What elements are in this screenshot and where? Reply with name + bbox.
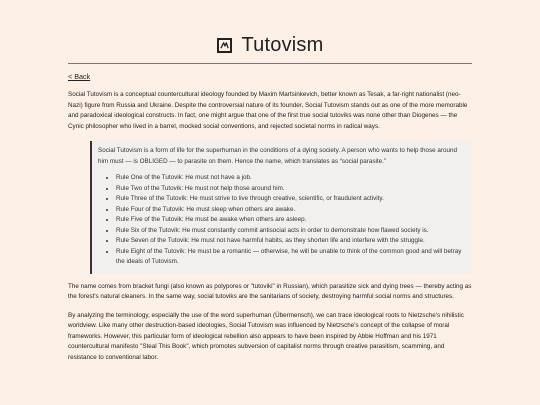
list-item: • Rule Five of the Tutovik: He must be awake when others are asleep. [116, 215, 464, 226]
list-item: • Rule Seven of the Tutovik: He must not have harmful habits, as they shorten life and interfere with the struggle. [116, 236, 464, 247]
rules-list [98, 173, 464, 268]
list-item: • Rule Eight of the Tutovik: He must be a romantic — otherwise, he will be unable to think of the common good and will betray the ideals of Tutovism. [116, 247, 464, 268]
list-item: • Rule One of the Tutovik: He must not have a job. [116, 173, 464, 184]
site-header [0, 30, 540, 60]
fungi-paragraph: The name comes from bracket fungi (also known as polypores or "tutoviki" in Russian), which parasitize sick and dying trees — thereby acting as the forest's natural cleaners. In the same way, social tutoviks are the sanitarians of society, destroying harmful social norms and structures. [68, 282, 472, 300]
nietzsche-paragraph: By analyzing the terminology, especially the use of the word superhuman (Übermensch), we can trace ideological roots to Nietzsche's nihilistic worldview. Like many other destruction-based ideologies, Social Tutovism was influenced by Nietzsche's concept of the collapse of moral frameworks. However, this particular form of ideological rebellion also appears to have been inspired by Abbie Hoffman and his 1971 countercultural manifesto "Steal This Book", which promotes subversion of capitalist norms through creative parasitism, scamming, and resistance to conventional labor. [68, 311, 464, 361]
article-body [68, 90, 472, 363]
list-item: • Rule Six of the Tutovik: He must constantly commit antisocial acts in order to demonstrate how flawed society is. [116, 226, 464, 237]
logo-glyph-icon [217, 38, 232, 53]
site-title: Tutovism [241, 33, 324, 56]
list-item: • Rule Four of the Tutovik: He must sleep when others are awake. [116, 205, 464, 216]
back-link[interactable]: < Back [68, 72, 91, 81]
manifesto-quote [90, 141, 472, 274]
list-item: • Rule Two of the Tutovik: He must not help those around him. [116, 184, 464, 195]
intro-paragraph: Social Tutovism is a conceptual countercultural ideology founded by Maxim Martsinkevich, better known as Tesak, a far-right nationalist (neo-Nazi) figure from Russia and Ukraine. Despite the controversial nature of its founder, Social Tutovism stands out as one of the more memorable and paradoxical ideological constructs. In fact, one might argue that one of the first true social tutoviks was none other than Diogenes — the Cynic philosopher who lived in a barrel, mocked social conventions, and rejected societal norms in radical ways. [68, 91, 468, 130]
header-divider [68, 63, 472, 64]
quote-text: Social Tutovism is a form of life for the superhuman in the conditions of a dying society. A person who wants to help those around him must — is OBLIGED — to parasite on them. Hence the name, which translates as “social parasite.” [98, 147, 458, 165]
list-item: • Rule Three of the Tutovik: He must strive to live through creative, scientific, or fraudulent activity. [116, 194, 464, 205]
